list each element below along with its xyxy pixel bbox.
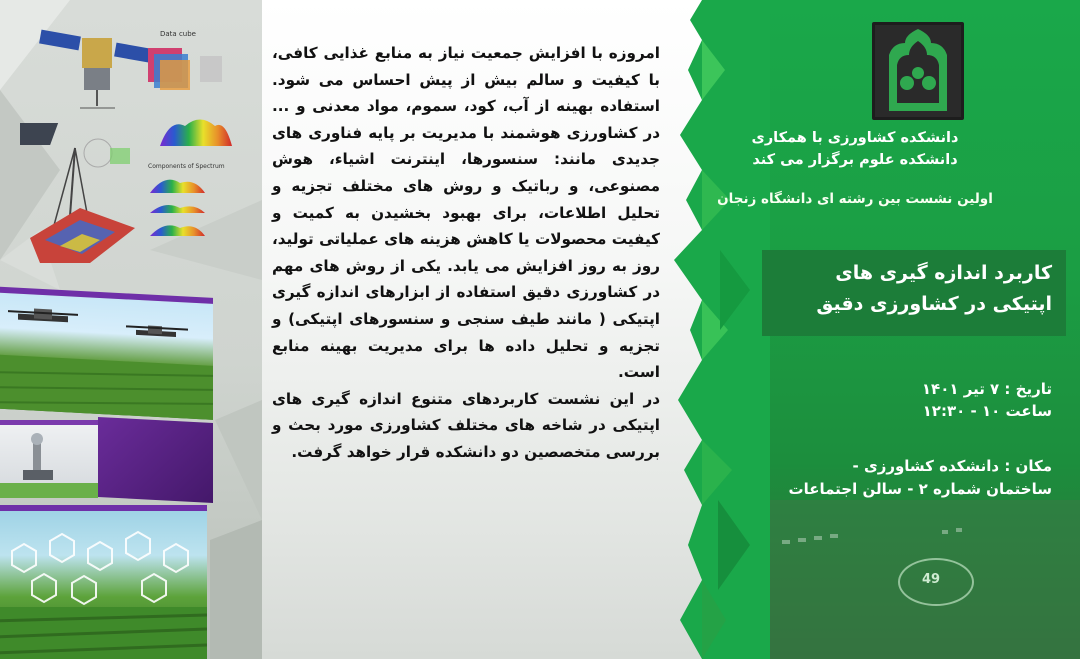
description-paragraph: امروزه با افزایش جمعیت نیاز به منابع غذایی کافی، با کیفیت و سالم بیش از پیش احساس می شود. استفاده بهینه از آب، کود، سموم، مواد معدنی و ... در کشاورزی هوشمند با مدیریت بر پایه فناوری های جدیدی مانند: سنسورها، اینترنت اشیاء، هوش مصنوعی، و رباتیک و روش های مختلف تجزیه و تحلیل اطلاعات، برای بهبود بخشیدن به کمیت و کیفیت محصولات یا کاهش هزینه های عملیاتی تولید، روز به روز افزایش می یابد. یکی از روش های مهم در کشاورزی دقیق استفاده از ابزارهای اندازه گیری اپتیکی ( مانند طیف سنجی و سنسورهای اپتیکی) و تجزیه و تحلیل داده ها برای مدیریت بهینه منابع است. xyxy=(272,44,660,382)
description-paragraph: در این نشست کاربردهای متنوع اندازه گیری های اپتیکی در شاخه های مختلف کشاورزی مورد بحث و بررسی متخصصین دو دانشکده قرار خواهد گرفت. xyxy=(272,389,660,461)
event-title-line: اپتیکی در کشاورزی دقیق xyxy=(816,293,1052,315)
drone-icon xyxy=(8,307,78,323)
data-cube-label: Data cube xyxy=(160,30,196,38)
event-title-line: کاربرد اندازه گیری های xyxy=(835,262,1052,284)
event-date: تاریخ : ۷ تیر ۱۴۰۱ xyxy=(921,380,1052,398)
event-location: ساختمان شماره ۲ - سالن اجتماعات xyxy=(788,480,1052,498)
event-time: ساعت ۱۰ - ۱۲:۳۰ xyxy=(922,402,1052,420)
event-title-box xyxy=(762,250,1066,336)
description-text xyxy=(272,40,660,466)
purple-accent-block xyxy=(98,417,213,503)
zigzag-divider xyxy=(650,0,770,659)
organizer-line: دانشکده کشاورزی با همکاری xyxy=(751,130,959,146)
organizer-line: دانشکده علوم برگزار می کند xyxy=(752,152,958,168)
left-image-column xyxy=(0,0,262,659)
smart-farm-iot-image xyxy=(0,505,207,659)
hyperspectral-imaging-illustration xyxy=(20,8,255,263)
field-sensor-number: 49 xyxy=(922,572,941,587)
satellite-icon xyxy=(39,30,156,108)
components-label: Components of Spectrum xyxy=(148,163,225,170)
agri-robot-image xyxy=(0,420,98,498)
mosque-arch-icon xyxy=(875,25,961,117)
university-logo xyxy=(872,22,964,120)
drone-icon xyxy=(126,324,188,337)
description-panel xyxy=(262,0,702,659)
drone-field-image xyxy=(0,286,213,420)
event-subtitle: اولین نشست بین رشته ای دانشگاه زنجان xyxy=(717,191,993,207)
event-location: مکان : دانشکده کشاورزی - xyxy=(852,457,1052,475)
data-cube-graphic xyxy=(148,48,222,90)
